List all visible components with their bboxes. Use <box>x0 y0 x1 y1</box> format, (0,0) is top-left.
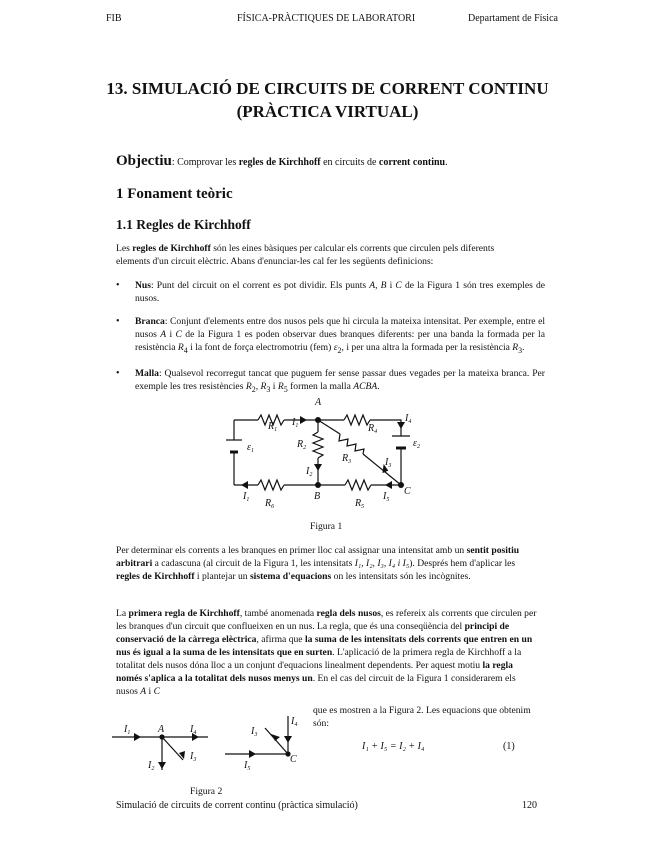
paragraph-first-rule-tail: que es mostren a la Figura 2. Les equacions que obtenim són: <box>313 705 531 729</box>
label-eps1: $\varepsilon_1$ <box>247 442 254 454</box>
fig2-arrow-i3 <box>179 751 185 759</box>
equation-1-number: (1) <box>503 741 515 752</box>
paragraph-intensities: Per determinar els corrents a les branques en primer lloc cal assignar una intensitat amb un sentit positiu arbitrari a cadascuna (al circuit de la Figura 1, les intensitats I₁, I₂, I₃, I₄ i I₅). Després hem d'aplicar les regles de Kirchhoff i plantejar un sistema d'equacions on les intensitats són les incògnites. <box>116 545 520 582</box>
footer-left: Simulació de circuits de corrent continu (pràctica simulació) <box>116 800 358 811</box>
arrow-i2 <box>314 464 322 471</box>
resistor-r5 <box>345 480 371 490</box>
node-b <box>315 482 321 488</box>
label-i1: $I_1$ <box>292 417 299 429</box>
label-i4: $I_4$ <box>405 413 412 425</box>
arrow-i6 <box>241 481 248 489</box>
label-r6: $R_6$ <box>265 498 275 510</box>
header-left: FIB <box>106 13 122 24</box>
fig2-label-i2: $I_2$ <box>148 760 155 772</box>
label-node-a: A <box>315 397 322 408</box>
fig2-label-i1: $I_1$ <box>124 724 131 736</box>
header-right: Departament de Física <box>468 13 558 24</box>
footer-page-number: 120 <box>522 800 537 811</box>
figure1-caption: Figura 1 <box>310 521 343 532</box>
arrow-i4 <box>397 422 405 429</box>
equation-1: I₁ + I₅ = I₂ + I₄ <box>362 741 425 752</box>
label-node-b: B <box>314 491 321 502</box>
section-heading-1-1: 1.1 Regles de Kirchhoff <box>116 217 251 232</box>
objective-label: Objectiu <box>116 153 172 169</box>
fig2-label-i4-c: $I_4$ <box>291 716 298 728</box>
fig2-label-c: C <box>290 754 297 765</box>
fig2-arrow-i1 <box>134 733 141 741</box>
label-r1: $R_1$ <box>268 421 278 433</box>
definition-branca: • Branca: Conjunt d'elements entre dos nusos pels que hi circula la mateixa intensitat. Per exemple, entre el nusos A i C de la Figura 1 es poden observar dues branques diferents: per una banda la formada per la resistència $R_4$ i la font de força electromotriu (fem) $\varepsilon_2$, i per una altra la formada per la resistència $R_3$. <box>116 315 545 357</box>
definitions-list <box>116 279 545 396</box>
definition-nus: • Nus: Punt del circuit on el corrent es pot dividir. Els punts A, B i C de la Figura 1 són tres exemples de nusos. <box>116 279 545 305</box>
fig2-arrow-i3-in <box>271 734 280 741</box>
resistor-r2 <box>313 432 323 458</box>
resistor-r6 <box>258 480 284 490</box>
page-title-line1: 13. SIMULACIÓ DE CIRCUITS DE CORRENT CONTINU <box>106 79 549 98</box>
fig2-node-a <box>159 734 164 739</box>
objective: Objectiu: Comprovar les regles de Kirchhoff en circuits de corrent continu. <box>116 153 448 169</box>
label-r5: $R_5$ <box>355 498 365 510</box>
arrow-i1 <box>300 416 307 424</box>
figure2-caption: Figura 2 <box>190 786 223 797</box>
paragraph-first-rule: La primera regla de Kirchhoff, també anomenada regla dels nusos, es refereix als corrents que circulen per les branques d'un circuit que conflueixen en un nus. La regla, que és una conseqüència del principi de conservació de la càrrega elèctrica, afirma que la suma de les intensitats dels corrents que entren en un nus és igual a la suma de les intensitats que en surten. L'aplicació de la primera regla de Kirchhoff a la totalitat dels nusos dóna lloc a un conjunt d'equacions linealment dependents. Per aquest motiu la regla només s'aplica a la totalitat dels nusos menys un. En el cas del circuit de la Figura 1 considerarem els nusos A i C <box>116 608 537 697</box>
figure1-circuit <box>220 388 440 514</box>
label-r4: $R_4$ <box>368 423 378 435</box>
label-i1-left: $I_1$ <box>243 491 250 503</box>
fig2-label-a: A <box>158 724 165 735</box>
label-node-c: C <box>404 486 411 497</box>
fig2-label-i3: $I_3$ <box>190 751 197 763</box>
resistor-r3 <box>339 434 364 454</box>
definition-malla: • Malla: Qualsevol recorregut tancat que puguem fer sense passar dues vegades per la mateixa branca. Per exemple les tres resistències $R_2$, $R_3$ i $R_5$ formen la malla ACBA. <box>116 367 545 396</box>
label-r3: $R_3$ <box>342 453 352 465</box>
section-heading-1: 1 Fonament teòric <box>116 186 233 202</box>
fig2-label-i3-c: $I_3$ <box>251 726 258 738</box>
fig2-label-i4: $I_4$ <box>190 724 197 736</box>
arrow-i5 <box>385 481 392 489</box>
label-i3: $I_3$ <box>385 457 392 469</box>
page-title-line2: (PRÀCTICA VIRTUAL) <box>236 102 419 121</box>
header-center: FÍSICA-PRÀCTIQUES DE LABORATORI <box>237 13 416 24</box>
figure2-nodes <box>108 712 308 782</box>
fig2-arrow-i2 <box>158 762 166 769</box>
intro-paragraph: Les regles de Kirchhoff són les eines bàsiques per calcular els corrents que circulen pels diferents elements d'un circuit elèctric. Abans d'enunciar-les cal fer les següents definicions: <box>116 243 495 267</box>
fig2-arrow-i5-right <box>249 750 256 758</box>
node-a <box>315 417 321 423</box>
label-r2: $R_2$ <box>297 439 307 451</box>
fig2-label-i5-c: $I_5$ <box>244 760 251 772</box>
fig2-arrow-i4-down <box>284 736 292 743</box>
resistor-r4 <box>344 415 370 425</box>
label-i5: $I_5$ <box>383 491 390 503</box>
label-i2: $I_2$ <box>306 466 313 478</box>
label-eps2: $\varepsilon_2$ <box>413 438 420 450</box>
